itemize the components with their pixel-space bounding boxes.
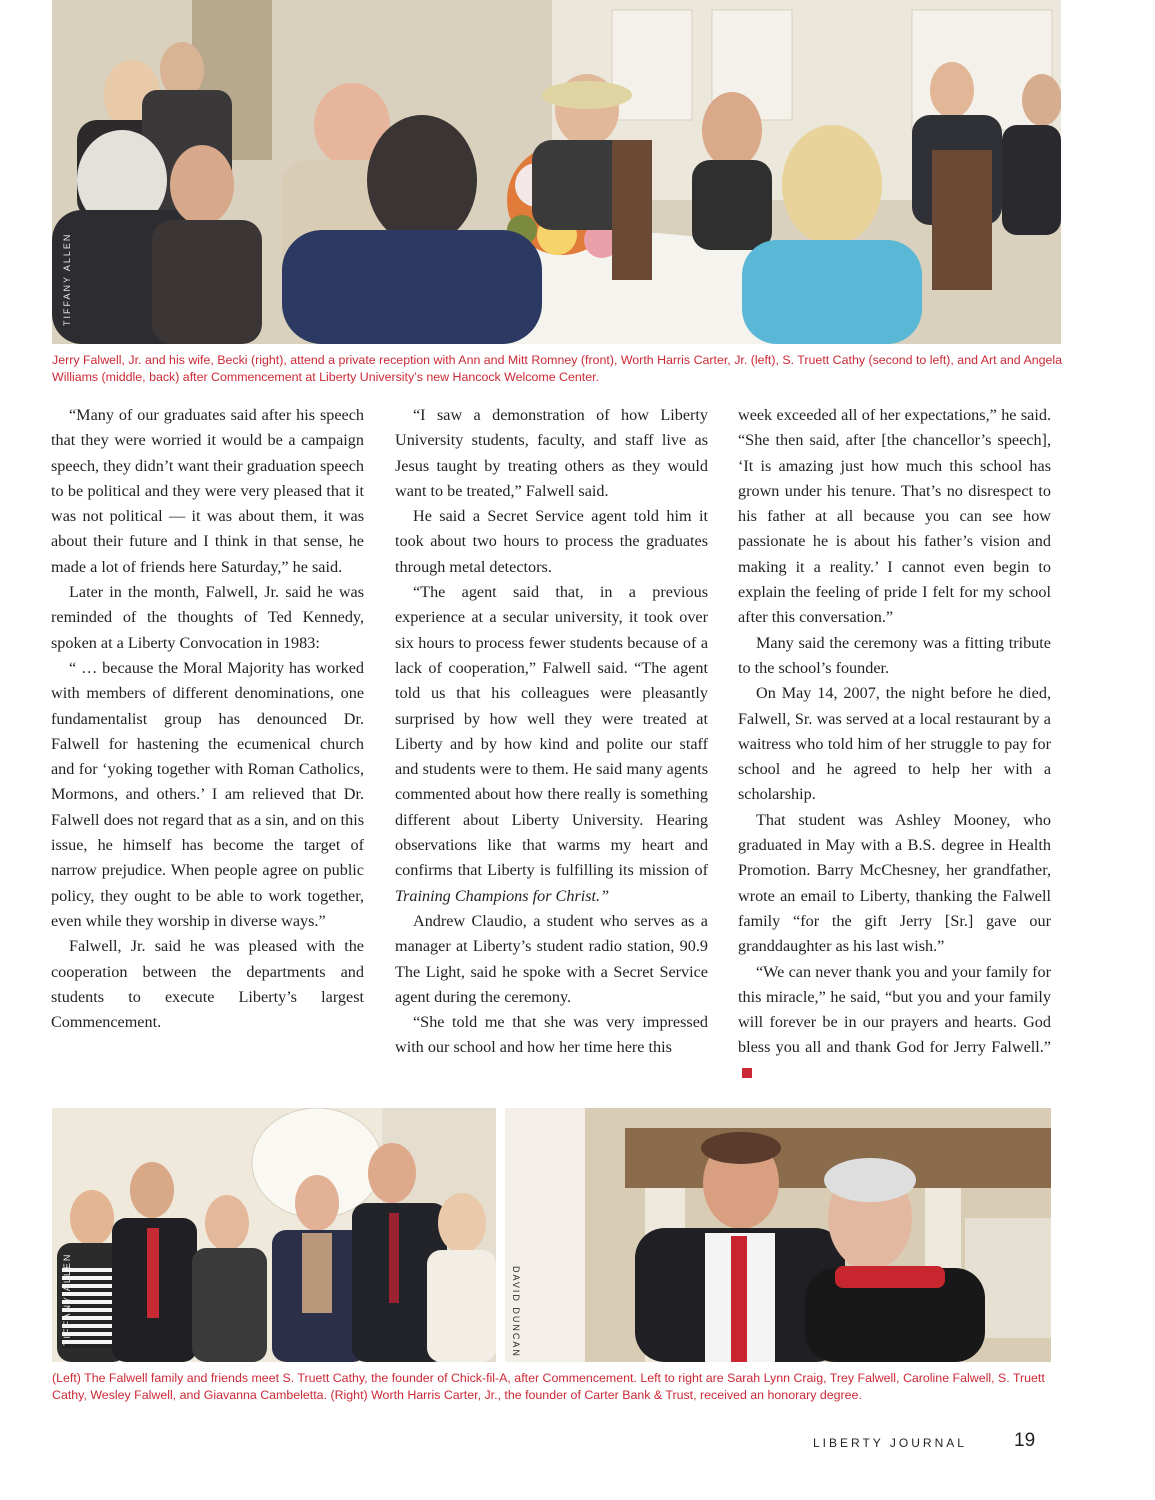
paragraph [395, 580, 708, 909]
article-column-3 [738, 403, 1051, 1086]
paragraph: On May 14, 2007, the night before he died, Falwell, Sr. was served at a local restaurant by a waitress who told him of her struggle to pay for school and he agreed to help her with a scholarship. [738, 684, 1051, 804]
reception-photo-illustration [52, 0, 1061, 344]
page-number: 19 [1014, 1430, 1036, 1451]
family-photo-illustration [52, 1108, 496, 1362]
paragraph: “She told me that she was very impressed with our school and how her time here this [395, 1013, 708, 1057]
paragraph: week exceeded all of her expectations,” he said. “She then said, after [the chancellor’s speech], ‘It is amazing just how much this school has grown under his tenure. That’s no disrespect to his father at all because you can see how passionate he is about his father’s vision and making it a reality.’ I cannot even begin to explain the feeling of pride I felt for my school after this conversation.” [738, 406, 1051, 627]
photo-credit-bottom-left: TIFFANY ALLEN [62, 1252, 72, 1346]
paragraph: That student was Ashley Mooney, who graduated in May with a B.S. degree in Health Promotion. Barry McChesney, her grandfather, wrote an email to Liberty, thanking the Falwell family “for the gift Jerry [Sr.] gave our granddaughter as his last wish.” [738, 810, 1051, 956]
honorary-degree-photo-illustration [505, 1108, 1051, 1362]
paragraph: “I saw a demonstration of how Liberty University students, faculty, and staff live as Jesus taught by treating others as they would want to be treated,” Falwell said. [395, 406, 708, 500]
end-of-article-mark [742, 1068, 752, 1078]
paragraph-text: “The agent said that, in a previous experience at a secular university, it took over six hours to process fewer students because of a lack of cooperation,” Falwell said. “The agent told us that his colleagues were pleasantly surprised by how well they were treated at Liberty and by how kind and polite our staff and students were to them. He said many agents commented about how there really is something different about Liberty University. Hearing observations like that warms my heart and confirms that Liberty is fulfilling its mission of [395, 583, 708, 880]
paragraph: Later in the month, Falwell, Jr. said he was reminded of the thoughts of Ted Kennedy, spoken at a Liberty Convocation in 1983: [51, 583, 364, 652]
top-photo-caption: Jerry Falwell, Jr. and his wife, Becki (right), attend a private reception with Ann and Mitt Romney (front), Worth Harris Carter, Jr. (left), S. Truett Cathy (second to left), and Art and Angela Williams (middle, back) after Commencement at Liberty University’s new Hancock Welcome Center. [52, 353, 1063, 384]
bottom-right-photo [505, 1108, 1051, 1362]
photo-credit-top: TIFFANY ALLEN [62, 232, 72, 326]
paragraph [738, 960, 1051, 1086]
publication-name: LIBERTY JOURNAL [813, 1436, 967, 1450]
article-column-1 [51, 403, 364, 1035]
bottom-photos-caption: (Left) The Falwell family and friends meet S. Truett Cathy, the founder of Chick-fil-A, after Commencement. Left to right are Sarah Lynn Craig, Trey Falwell, Caroline Falwell, S. Truett Cathy, Wesley Falwell, and Giavanna Cambeletta. (Right) Worth Harris Carter, Jr., the founder of Carter Bank & Trust, received an honorary degree. [52, 1371, 1045, 1402]
article-column-2 [395, 403, 708, 1061]
top-photo [52, 0, 1061, 344]
bottom-left-photo [52, 1108, 496, 1362]
paragraph: Andrew Claudio, a student who serves as a manager at Liberty’s student radio station, 90.9 The Light, said he spoke with a Secret Service agent during the ceremony. [395, 911, 708, 1006]
paragraph: He said a Secret Service agent told him it took about two hours to process the graduates through metal detectors. [395, 507, 708, 576]
paragraph: “ … because the Moral Majority has worked with members of different denominations, one fundamentalist group has denounced Dr. Falwell for hastening the ecumenical church and for ‘yoking together with Roman Catholics, Mormons, and others.’ I am relieved that Dr. Falwell does not regard that as a sin, and on this issue, he himself has become the target of narrow prejudice. When people agree on public policy, they ought to be able to work together, even while they worship in diverse ways.” [51, 658, 364, 930]
paragraph: Many said the ceremony was a fitting tribute to the school’s founder. [738, 633, 1051, 677]
paragraph: Falwell, Jr. said he was pleased with the cooperation between the departments and students to execute Liberty’s largest Commencement. [51, 937, 364, 1032]
mission-italic: Training Champions for Christ.” [395, 886, 610, 905]
paragraph-text: “We can never thank you and your family for this miracle,” he said, “but you and your family will forever be in our prayers and hearts. God bless you all and thank God for Jerry Falwell.” [738, 962, 1051, 1057]
photo-credit-bottom-right: DAVID DUNCAN [511, 1266, 521, 1358]
paragraph: “Many of our graduates said after his speech that they were worried it would be a campaign speech, they didn’t want their graduation speech to be political and they were very pleased that it was not political — it was about them, it was about their future and I think in that sense, he made a lot of friends here Saturday,” he said. [51, 406, 365, 576]
